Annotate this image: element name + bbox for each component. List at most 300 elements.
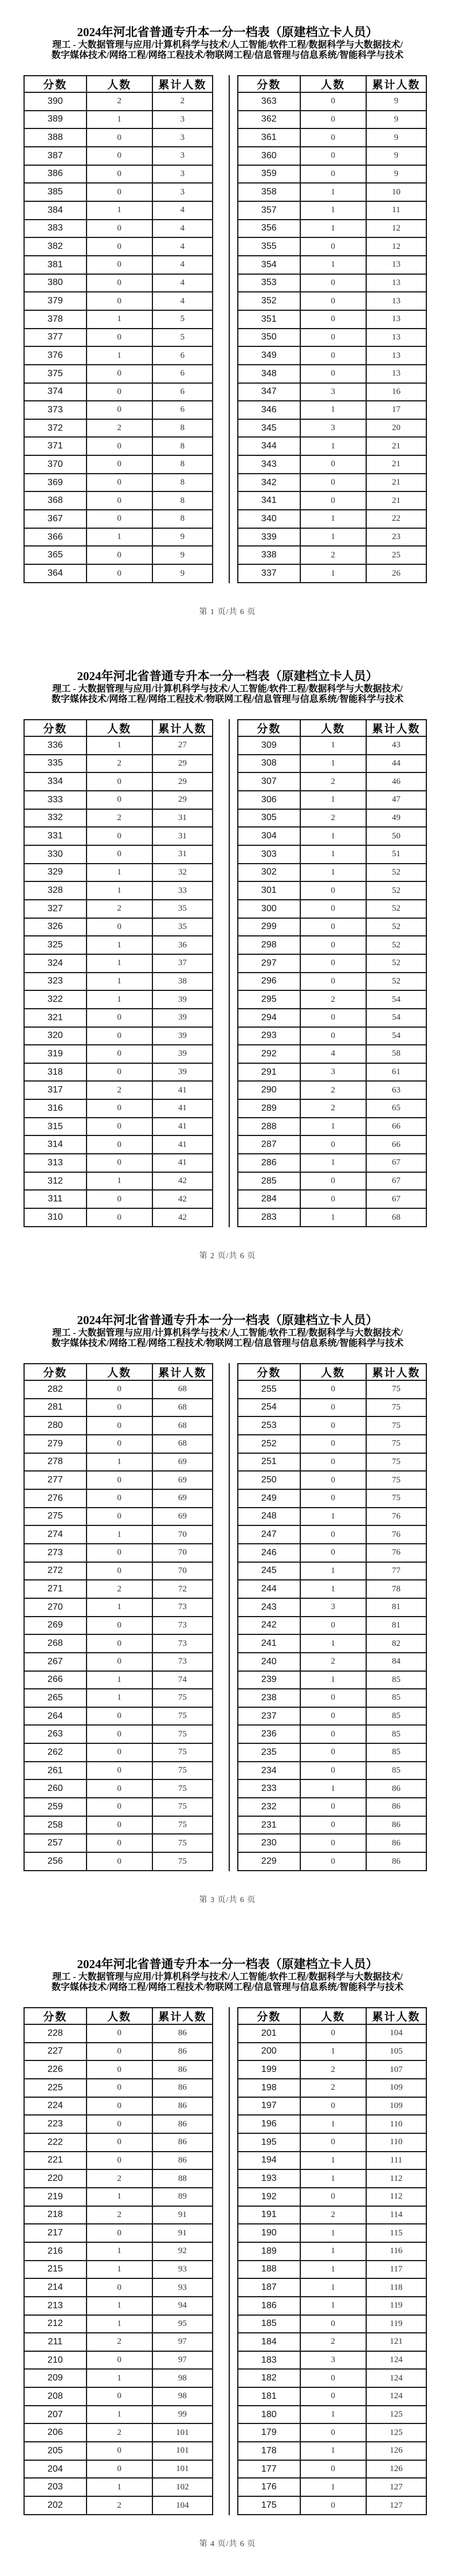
- subtitle-line-1: 理工 - 大数据管理与应用/计算机科学与技术/人工智能/软件工程/数据科学与大数据技术/: [52, 1328, 403, 1338]
- cumulative-cell: 119: [366, 2297, 426, 2315]
- count-cell: 0: [300, 1544, 366, 1562]
- table-row: [238, 2423, 426, 2442]
- cumulative-cell: 9: [366, 165, 426, 184]
- count-cell: 0: [87, 2278, 152, 2297]
- count-cell: 0: [87, 2115, 152, 2133]
- table-row: [238, 92, 426, 111]
- table-row: [24, 128, 213, 147]
- score-cell: 288: [238, 1118, 300, 1136]
- count-cell: 0: [300, 1009, 366, 1027]
- table-divider: [229, 719, 230, 1227]
- score-cell: 319: [24, 1045, 87, 1063]
- score-table-left: [23, 1363, 213, 1871]
- count-cell: 2: [300, 809, 366, 828]
- count-cell: 0: [300, 1852, 366, 1871]
- header-row: [24, 720, 213, 736]
- count-cell: 1: [87, 2478, 152, 2496]
- score-cell: 366: [24, 528, 87, 547]
- table-row: [238, 510, 426, 528]
- score-cell: 234: [238, 1762, 300, 1780]
- cumulative-cell: 22: [366, 510, 426, 528]
- cumulative-cell: 124: [366, 2387, 426, 2406]
- score-cell: 346: [238, 401, 300, 419]
- count-cell: 1: [300, 1118, 366, 1136]
- table-row: [238, 1045, 426, 1063]
- page-footer: 第 3 页/共 6 页: [199, 1896, 256, 1904]
- count-cell: 0: [300, 474, 366, 492]
- count-cell: 0: [87, 437, 152, 455]
- table-row: [24, 474, 213, 492]
- table-row: [24, 791, 213, 809]
- cumulative-cell: 126: [366, 2442, 426, 2460]
- table-row: [238, 237, 426, 256]
- count-cell: 1: [87, 954, 152, 973]
- cumulative-cell: 23: [366, 528, 426, 547]
- cumulative-cell: 21: [366, 437, 426, 455]
- cumulative-cell: 75: [366, 1380, 426, 1399]
- count-cell: 0: [300, 1027, 366, 1045]
- count-cell: 2: [300, 1653, 366, 1671]
- count-cell: 2: [300, 1081, 366, 1099]
- score-cell: 294: [238, 1009, 300, 1027]
- score-table-left: [23, 75, 213, 583]
- table-row: [238, 1081, 426, 1099]
- score-cell: 309: [238, 736, 300, 755]
- table-row: [24, 237, 213, 256]
- score-cell: 312: [24, 1172, 87, 1191]
- count-cell: 1: [300, 1779, 366, 1798]
- page-title: 2024年河北省普通专升本一分一档表（原建档立卡人员）: [77, 1957, 378, 1971]
- cumulative-cell: 75: [152, 1689, 213, 1707]
- score-cell: 201: [238, 2024, 300, 2043]
- count-cell: 4: [300, 1045, 366, 1063]
- count-cell: 1: [87, 936, 152, 954]
- count-cell: 2: [87, 1580, 152, 1598]
- table-row: [238, 111, 426, 129]
- count-cell: 2: [300, 990, 366, 1009]
- cumulative-cell: 75: [366, 1453, 426, 1472]
- count-cell: 0: [87, 1816, 152, 1835]
- cumulative-cell: 78: [366, 1580, 426, 1598]
- header-row: [24, 1364, 213, 1380]
- table-row: [24, 1489, 213, 1508]
- table-row: [238, 864, 426, 882]
- cumulative-cell: 3: [152, 147, 213, 165]
- table-row: [238, 2188, 426, 2206]
- table-row: [24, 2242, 213, 2261]
- count-cell: 0: [87, 1852, 152, 1871]
- table-row: [24, 1508, 213, 1526]
- table-row: [24, 736, 213, 755]
- column-header: 累计人数: [152, 720, 213, 736]
- score-cell: 259: [24, 1798, 87, 1816]
- table-row: [24, 256, 213, 274]
- count-cell: 1: [87, 1598, 152, 1617]
- score-cell: 326: [24, 918, 87, 936]
- table-row: [24, 2387, 213, 2406]
- score-cell: 191: [238, 2206, 300, 2224]
- score-cell: 268: [24, 1634, 87, 1653]
- table-row: [24, 1562, 213, 1580]
- table-row: [238, 1099, 426, 1118]
- table-row: [24, 491, 213, 510]
- cumulative-cell: 92: [152, 2242, 213, 2261]
- score-cell: 238: [238, 1689, 300, 1707]
- cumulative-cell: 67: [366, 1154, 426, 1172]
- score-cell: 353: [238, 274, 300, 292]
- score-cell: 266: [24, 1671, 87, 1689]
- cumulative-cell: 112: [366, 2169, 426, 2188]
- score-cell: 271: [24, 1580, 87, 1598]
- table-row: [238, 1009, 426, 1027]
- table-row: [24, 92, 213, 111]
- cumulative-cell: 117: [366, 2261, 426, 2279]
- cumulative-cell: 26: [366, 564, 426, 583]
- table-row: [238, 936, 426, 954]
- table-row: [24, 827, 213, 845]
- cumulative-cell: 25: [366, 546, 426, 564]
- count-cell: 0: [300, 329, 366, 347]
- score-cell: 267: [24, 1653, 87, 1671]
- count-cell: 0: [300, 1380, 366, 1399]
- cumulative-cell: 51: [366, 845, 426, 864]
- count-cell: 0: [87, 1707, 152, 1726]
- score-cell: 362: [238, 111, 300, 129]
- table-row: [24, 809, 213, 828]
- column-header: 累计人数: [152, 1364, 213, 1380]
- score-cell: 244: [238, 1580, 300, 1598]
- cumulative-cell: 89: [152, 2188, 213, 2206]
- score-cell: 320: [24, 1027, 87, 1045]
- count-cell: 1: [87, 2188, 152, 2206]
- count-cell: 0: [87, 2460, 152, 2479]
- cumulative-cell: 21: [366, 474, 426, 492]
- count-cell: 0: [87, 1009, 152, 1027]
- column-header: 人数: [300, 720, 366, 736]
- document-page: [0, 1932, 455, 2576]
- cumulative-cell: 39: [152, 1063, 213, 1082]
- score-cell: 338: [238, 546, 300, 564]
- cumulative-cell: 97: [152, 2351, 213, 2370]
- count-cell: 1: [87, 2242, 152, 2261]
- count-cell: 0: [87, 1063, 152, 1082]
- score-cell: 386: [24, 165, 87, 184]
- count-cell: 0: [300, 2496, 366, 2515]
- cumulative-cell: 3: [152, 111, 213, 129]
- count-cell: 0: [300, 2460, 366, 2479]
- cumulative-cell: 69: [152, 1471, 213, 1489]
- table-row: [24, 2206, 213, 2224]
- count-cell: 0: [87, 918, 152, 936]
- table-row: [238, 2278, 426, 2297]
- score-cell: 378: [24, 310, 87, 329]
- count-cell: 0: [87, 365, 152, 383]
- score-cell: 351: [238, 310, 300, 329]
- score-cell: 233: [238, 1779, 300, 1798]
- table-row: [24, 111, 213, 129]
- cumulative-cell: 13: [366, 346, 426, 365]
- column-header: 分数: [238, 2008, 300, 2024]
- score-cell: 387: [24, 147, 87, 165]
- table-row: [24, 772, 213, 791]
- score-cell: 349: [238, 346, 300, 365]
- cumulative-cell: 4: [152, 220, 213, 238]
- count-cell: 0: [87, 827, 152, 845]
- table-row: [24, 900, 213, 918]
- score-cell: 364: [24, 564, 87, 583]
- count-cell: 0: [300, 1416, 366, 1435]
- score-cell: 235: [238, 1743, 300, 1762]
- score-cell: 332: [24, 809, 87, 828]
- score-cell: 293: [238, 1027, 300, 1045]
- table-row: [24, 2133, 213, 2152]
- column-header: 分数: [24, 2008, 87, 2024]
- cumulative-cell: 10: [366, 183, 426, 201]
- table-row: [238, 183, 426, 201]
- table-row: [238, 1798, 426, 1816]
- cumulative-cell: 94: [152, 2297, 213, 2315]
- score-cell: 229: [238, 1852, 300, 1871]
- score-cell: 260: [24, 1779, 87, 1798]
- table-row: [24, 147, 213, 165]
- score-cell: 188: [238, 2261, 300, 2279]
- score-cell: 316: [24, 1099, 87, 1118]
- score-cell: 359: [238, 165, 300, 184]
- cumulative-cell: 101: [152, 2460, 213, 2479]
- count-cell: 1: [87, 2261, 152, 2279]
- count-cell: 0: [300, 1172, 366, 1191]
- table-row: [238, 1598, 426, 1617]
- cumulative-cell: 102: [152, 2478, 213, 2496]
- count-cell: 0: [300, 1453, 366, 1472]
- count-cell: 0: [300, 1525, 366, 1544]
- table-row: [24, 2423, 213, 2442]
- table-row: [24, 1580, 213, 1598]
- table-row: [24, 365, 213, 383]
- score-cell: 262: [24, 1743, 87, 1762]
- count-cell: 0: [300, 2097, 366, 2116]
- count-cell: 3: [300, 419, 366, 438]
- count-cell: 1: [300, 2224, 366, 2242]
- count-cell: 0: [87, 1834, 152, 1852]
- score-table-right: [237, 75, 427, 583]
- score-cell: 384: [24, 201, 87, 220]
- table-row: [24, 1027, 213, 1045]
- score-cell: 184: [238, 2333, 300, 2351]
- count-cell: 0: [87, 510, 152, 528]
- count-cell: 1: [300, 220, 366, 238]
- score-cell: 286: [238, 1154, 300, 1172]
- score-cell: 318: [24, 1063, 87, 1082]
- count-cell: 0: [87, 1617, 152, 1635]
- count-cell: 1: [87, 2297, 152, 2315]
- count-cell: 1: [300, 1634, 366, 1653]
- table-row: [238, 1762, 426, 1780]
- cumulative-cell: 50: [366, 827, 426, 845]
- cumulative-cell: 69: [152, 1508, 213, 1526]
- table-row: [238, 2133, 426, 2152]
- score-cell: 194: [238, 2152, 300, 2170]
- count-cell: 1: [87, 528, 152, 547]
- cumulative-cell: 88: [152, 2169, 213, 2188]
- page-title: 2024年河北省普通专升本一分一档表（原建档立卡人员）: [77, 1313, 378, 1327]
- document-page: [0, 644, 455, 1288]
- cumulative-cell: 13: [366, 329, 426, 347]
- count-cell: 2: [300, 546, 366, 564]
- table-row: [238, 1544, 426, 1562]
- score-cell: 324: [24, 954, 87, 973]
- cumulative-cell: 93: [152, 2261, 213, 2279]
- score-cell: 183: [238, 2351, 300, 2370]
- count-cell: 0: [87, 1798, 152, 1816]
- score-cell: 284: [238, 1190, 300, 1208]
- cumulative-cell: 66: [366, 1118, 426, 1136]
- score-cell: 256: [24, 1852, 87, 1871]
- table-row: [238, 1489, 426, 1508]
- count-cell: 0: [300, 274, 366, 292]
- count-cell: 1: [300, 564, 366, 583]
- cumulative-cell: 3: [152, 183, 213, 201]
- table-row: [238, 1154, 426, 1172]
- document-page: [0, 0, 455, 644]
- cumulative-cell: 81: [366, 1598, 426, 1617]
- table-row: [24, 165, 213, 184]
- table-row: [24, 329, 213, 347]
- table-row: [24, 292, 213, 310]
- score-cell: 275: [24, 1508, 87, 1526]
- table-row: [238, 220, 426, 238]
- cumulative-cell: 73: [152, 1653, 213, 1671]
- table-row: [24, 2297, 213, 2315]
- cumulative-cell: 75: [152, 1834, 213, 1852]
- cumulative-cell: 110: [366, 2133, 426, 2152]
- cumulative-cell: 125: [366, 2423, 426, 2442]
- cumulative-cell: 4: [152, 201, 213, 220]
- table-row: [238, 1725, 426, 1743]
- cumulative-cell: 116: [366, 2242, 426, 2261]
- table-row: [24, 528, 213, 547]
- cumulative-cell: 41: [152, 1099, 213, 1118]
- header-row: [238, 76, 426, 92]
- count-cell: 0: [300, 1489, 366, 1508]
- cumulative-cell: 39: [152, 1045, 213, 1063]
- count-cell: 0: [87, 546, 152, 564]
- count-cell: 1: [300, 183, 366, 201]
- score-cell: 292: [238, 1045, 300, 1063]
- score-cell: 354: [238, 256, 300, 274]
- score-cell: 297: [238, 954, 300, 973]
- score-cell: 383: [24, 220, 87, 238]
- score-cell: 337: [238, 564, 300, 583]
- table-row: [238, 2043, 426, 2061]
- score-cell: 296: [238, 973, 300, 991]
- cumulative-cell: 46: [366, 772, 426, 791]
- table-row: [238, 2351, 426, 2370]
- score-cell: 287: [238, 1135, 300, 1154]
- count-cell: 0: [87, 329, 152, 347]
- cumulative-cell: 73: [152, 1634, 213, 1653]
- table-row: [24, 936, 213, 954]
- cumulative-cell: 86: [152, 2152, 213, 2170]
- header-row: [24, 76, 213, 92]
- score-cell: 241: [238, 1634, 300, 1653]
- cumulative-cell: 13: [366, 256, 426, 274]
- column-header: 累计人数: [366, 1364, 426, 1380]
- score-cell: 274: [24, 1525, 87, 1544]
- count-cell: 0: [300, 165, 366, 184]
- count-cell: 2: [87, 755, 152, 773]
- count-cell: 0: [87, 564, 152, 583]
- score-cell: 221: [24, 2152, 87, 2170]
- table-row: [24, 1689, 213, 1707]
- table-row: [24, 510, 213, 528]
- count-cell: 1: [300, 1562, 366, 1580]
- cumulative-cell: 68: [366, 1208, 426, 1227]
- table-row: [238, 1653, 426, 1671]
- table-row: [24, 2152, 213, 2170]
- table-row: [238, 1135, 426, 1154]
- cumulative-cell: 11: [366, 201, 426, 220]
- cumulative-cell: 104: [152, 2496, 213, 2515]
- score-cell: 361: [238, 128, 300, 147]
- count-cell: 0: [300, 918, 366, 936]
- table-row: [24, 419, 213, 438]
- score-cell: 358: [238, 183, 300, 201]
- table-row: [238, 2315, 426, 2333]
- count-cell: 0: [300, 1762, 366, 1780]
- count-cell: 2: [300, 2333, 366, 2351]
- column-header: 累计人数: [366, 2008, 426, 2024]
- table-row: [24, 1009, 213, 1027]
- count-cell: 0: [87, 128, 152, 147]
- count-cell: 1: [300, 437, 366, 455]
- cumulative-cell: 85: [366, 1707, 426, 1726]
- table-row: [24, 973, 213, 991]
- subtitle-line-1: 理工 - 大数据管理与应用/计算机科学与技术/人工智能/软件工程/数据科学与大数据技术/: [52, 1972, 403, 1982]
- count-cell: 0: [87, 2224, 152, 2242]
- cumulative-cell: 37: [152, 954, 213, 973]
- table-row: [24, 1399, 213, 1417]
- table-row: [24, 1118, 213, 1136]
- score-cell: 310: [24, 1208, 87, 1227]
- table-row: [24, 1190, 213, 1208]
- score-cell: 261: [24, 1762, 87, 1780]
- score-cell: 381: [24, 256, 87, 274]
- table-row: [238, 1834, 426, 1852]
- score-cell: 328: [24, 881, 87, 900]
- count-cell: 0: [300, 111, 366, 129]
- table-row: [238, 2097, 426, 2116]
- cumulative-cell: 41: [152, 1118, 213, 1136]
- table-row: [24, 546, 213, 564]
- table-row: [24, 1634, 213, 1653]
- table-row: [24, 1081, 213, 1099]
- score-cell: 245: [238, 1562, 300, 1580]
- cumulative-cell: 66: [366, 1135, 426, 1154]
- cumulative-cell: 76: [366, 1508, 426, 1526]
- count-cell: 0: [300, 2423, 366, 2442]
- score-cell: 187: [238, 2278, 300, 2297]
- table-row: [238, 2478, 426, 2496]
- table-row: [24, 2278, 213, 2297]
- cumulative-cell: 2: [152, 92, 213, 111]
- table-row: [24, 1617, 213, 1635]
- cumulative-cell: 39: [152, 990, 213, 1009]
- table-row: [238, 791, 426, 809]
- cumulative-cell: 52: [366, 864, 426, 882]
- count-cell: 1: [300, 201, 366, 220]
- score-cell: 311: [24, 1190, 87, 1208]
